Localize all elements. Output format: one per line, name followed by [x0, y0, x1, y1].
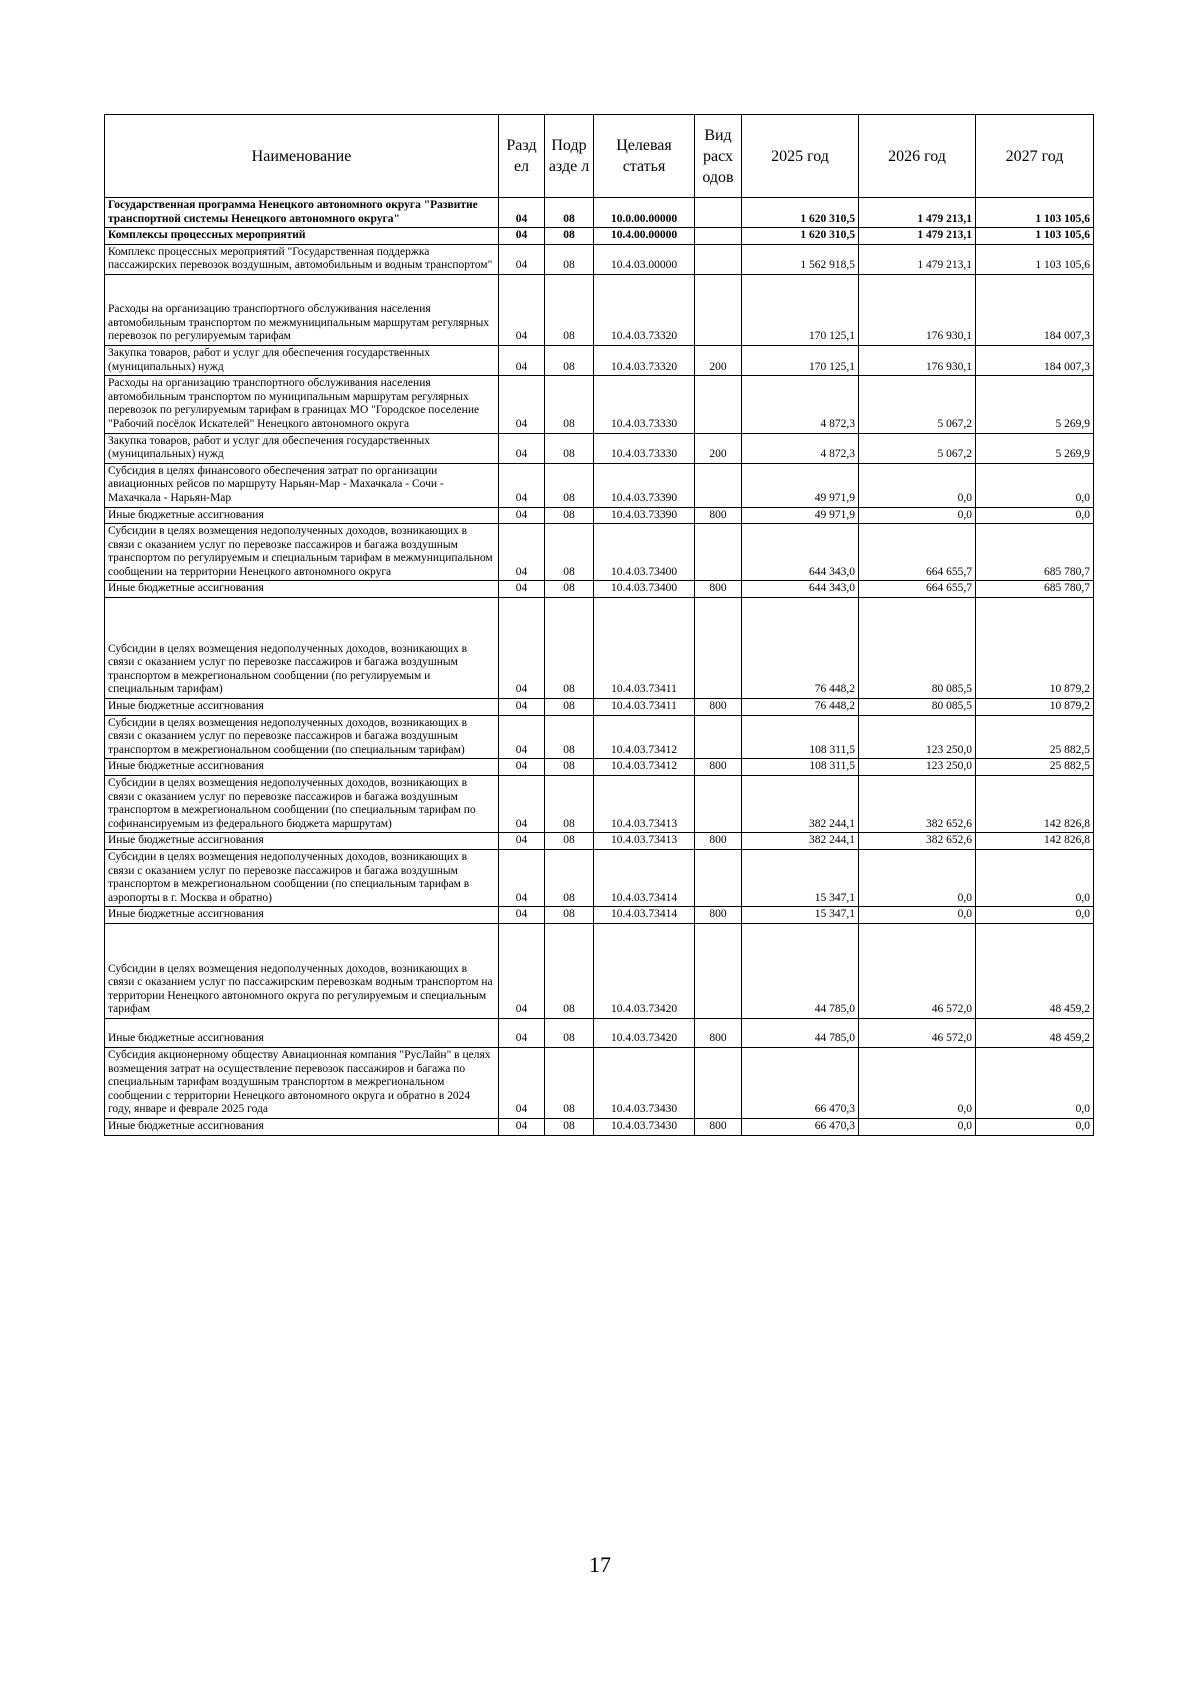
table-row [105, 274, 1094, 345]
table-row [105, 524, 1094, 581]
cell-expense-type: 800 [695, 581, 742, 598]
cell-2025: 15 347,1 [742, 907, 859, 924]
cell-podrazdel: 08 [545, 759, 594, 776]
cell-name: Иные бюджетные ассигнования [105, 759, 499, 776]
table-row [105, 759, 1094, 776]
table-row [105, 699, 1094, 716]
cell-2027: 142 826,8 [976, 833, 1094, 850]
cell-razdel: 04 [499, 759, 545, 776]
cell-razdel: 04 [499, 524, 545, 581]
cell-razdel: 04 [499, 715, 545, 759]
budget-table [104, 114, 1094, 1136]
cell-2025: 170 125,1 [742, 345, 859, 375]
cell-expense-type: 800 [695, 699, 742, 716]
cell-podrazdel: 08 [545, 715, 594, 759]
cell-name: Иные бюджетные ассигнования [105, 833, 499, 850]
cell-name: Иные бюджетные ассигнования [105, 699, 499, 716]
cell-razdel: 04 [499, 463, 545, 507]
cell-2027: 1 103 105,6 [976, 198, 1094, 228]
cell-2025: 4 872,3 [742, 433, 859, 463]
cell-2025: 66 470,3 [742, 1047, 859, 1118]
cell-2025: 1 620 310,5 [742, 198, 859, 228]
cell-name: Комплексы процессных мероприятий [105, 228, 499, 245]
header-expense-type: Вид расх одов [695, 115, 742, 198]
cell-2026: 0,0 [859, 907, 976, 924]
cell-podrazdel: 08 [545, 850, 594, 907]
cell-2025: 108 311,5 [742, 759, 859, 776]
cell-name: Субсидии в целях возмещения недополученных доходов, возникающих в связи с оказанием услуг по перевозке пассажиров и багажа воздушным транспортом в межрегиональном сообщении (по специальным тарифам в аэропорты в г. Москва и обратно) [105, 850, 499, 907]
cell-razdel: 04 [499, 833, 545, 850]
cell-name: Иные бюджетные ассигнования [105, 1118, 499, 1135]
cell-2025: 44 785,0 [742, 1018, 859, 1047]
cell-2027: 10 879,2 [976, 598, 1094, 699]
cell-razdel: 04 [499, 850, 545, 907]
cell-target-article: 10.4.03.73413 [594, 776, 695, 833]
cell-2025: 66 470,3 [742, 1118, 859, 1135]
cell-2027: 184 007,3 [976, 274, 1094, 345]
cell-razdel: 04 [499, 433, 545, 463]
cell-2025: 4 872,3 [742, 376, 859, 433]
cell-target-article: 10.4.00.00000 [594, 228, 695, 245]
cell-podrazdel: 08 [545, 244, 594, 274]
cell-expense-type [695, 463, 742, 507]
table-body [105, 198, 1094, 1136]
cell-2026: 0,0 [859, 463, 976, 507]
cell-name: Закупка товаров, работ и услуг для обеспечения государственных (муниципальных) нужд [105, 433, 499, 463]
cell-2027: 1 103 105,6 [976, 228, 1094, 245]
header-name: Наименование [105, 115, 499, 198]
cell-target-article: 10.4.03.73400 [594, 524, 695, 581]
cell-razdel: 04 [499, 1118, 545, 1135]
cell-razdel: 04 [499, 907, 545, 924]
cell-expense-type [695, 598, 742, 699]
cell-expense-type: 800 [695, 759, 742, 776]
cell-podrazdel: 08 [545, 1018, 594, 1047]
cell-name: Иные бюджетные ассигнования [105, 1018, 499, 1047]
cell-name: Субсидии в целях возмещения недополученных доходов, возникающих в связи с оказанием услуг по перевозке пассажиров и багажа воздушным транспортом в межрегиональном сообщении (по специальным тарифам по софинансируемым из федерального бюджета маршрутам) [105, 776, 499, 833]
cell-2026: 382 652,6 [859, 833, 976, 850]
cell-2026: 80 085,5 [859, 598, 976, 699]
cell-podrazdel: 08 [545, 433, 594, 463]
cell-target-article: 10.4.03.73411 [594, 598, 695, 699]
cell-name: Расходы на организацию транспортного обслуживания населения автомобильным транспортом по межмуниципальным маршрутам регулярных перевозок по регулируемым тарифам [105, 274, 499, 345]
header-podrazdel: Подр азде л [545, 115, 594, 198]
cell-name: Субсидии в целях возмещения недополученных доходов, возникающих в связи с оказанием услуг по перевозке пассажиров и багажа воздушным транспортом по регулируемым и специальным тарифам в межмуниципальном сообщении на территории Ненецкого автономного округа [105, 524, 499, 581]
cell-podrazdel: 08 [545, 598, 594, 699]
cell-2027: 142 826,8 [976, 776, 1094, 833]
cell-podrazdel: 08 [545, 699, 594, 716]
table-header-row [105, 115, 1094, 198]
cell-expense-type [695, 228, 742, 245]
cell-2025: 49 971,9 [742, 463, 859, 507]
cell-podrazdel: 08 [545, 1118, 594, 1135]
cell-expense-type: 800 [695, 907, 742, 924]
cell-expense-type [695, 1047, 742, 1118]
table-row [105, 244, 1094, 274]
cell-2026: 5 067,2 [859, 433, 976, 463]
table-row [105, 507, 1094, 524]
cell-expense-type [695, 274, 742, 345]
cell-2025: 644 343,0 [742, 524, 859, 581]
cell-2025: 15 347,1 [742, 850, 859, 907]
cell-2026: 0,0 [859, 850, 976, 907]
page-number: 17 [589, 1552, 611, 1577]
cell-target-article: 10.4.03.73320 [594, 345, 695, 375]
cell-razdel: 04 [499, 198, 545, 228]
cell-2026: 1 479 213,1 [859, 244, 976, 274]
cell-2027: 48 459,2 [976, 923, 1094, 1018]
cell-expense-type [695, 715, 742, 759]
cell-2025: 76 448,2 [742, 598, 859, 699]
cell-2026: 176 930,1 [859, 274, 976, 345]
cell-2026: 46 572,0 [859, 923, 976, 1018]
cell-2027: 25 882,5 [976, 715, 1094, 759]
cell-podrazdel: 08 [545, 1047, 594, 1118]
cell-2027: 25 882,5 [976, 759, 1094, 776]
cell-2027: 0,0 [976, 907, 1094, 924]
cell-razdel: 04 [499, 1018, 545, 1047]
cell-podrazdel: 08 [545, 198, 594, 228]
cell-name: Субсидия в целях финансового обеспечения затрат по организации авиационных рейсов по маршруту Нарьян-Мар - Махачкала - Сочи - Махачкала - Нарьян-Мар [105, 463, 499, 507]
cell-2025: 76 448,2 [742, 699, 859, 716]
cell-2025: 1 620 310,5 [742, 228, 859, 245]
cell-name: Расходы на организацию транспортного обслуживания населения автомобильным транспортом по муниципальным маршрутам регулярных перевозок по регулируемым тарифам в границах МО "Городское поселение "Рабочий посёлок Искателей" Ненецкого автономного округа [105, 376, 499, 433]
table-row [105, 228, 1094, 245]
cell-target-article: 10.4.03.73420 [594, 1018, 695, 1047]
header-razdel: Разд ел [499, 115, 545, 198]
cell-2027: 0,0 [976, 463, 1094, 507]
cell-2026: 0,0 [859, 1047, 976, 1118]
cell-expense-type [695, 524, 742, 581]
cell-podrazdel: 08 [545, 507, 594, 524]
cell-2026: 46 572,0 [859, 1018, 976, 1047]
budget-table-container [104, 114, 1093, 1136]
cell-expense-type: 800 [695, 1118, 742, 1135]
header-2027: 2027 год [976, 115, 1094, 198]
cell-2027: 685 780,7 [976, 581, 1094, 598]
cell-2026: 123 250,0 [859, 715, 976, 759]
cell-name: Субсидии в целях возмещения недополученных доходов, возникающих в связи с оказанием услуг по пассажирским перевозкам водным транспортом на территории Ненецкого автономного округа по регулируемым и специальным тарифам [105, 923, 499, 1018]
cell-2026: 1 479 213,1 [859, 228, 976, 245]
cell-2026: 664 655,7 [859, 581, 976, 598]
cell-razdel: 04 [499, 581, 545, 598]
cell-2026: 0,0 [859, 1118, 976, 1135]
cell-2027: 10 879,2 [976, 699, 1094, 716]
cell-target-article: 10.4.03.73330 [594, 433, 695, 463]
cell-target-article: 10.0.00.00000 [594, 198, 695, 228]
table-row [105, 1118, 1094, 1135]
cell-target-article: 10.4.03.73420 [594, 923, 695, 1018]
cell-razdel: 04 [499, 376, 545, 433]
cell-name: Комплекс процессных мероприятий "Государственная поддержка пассажирских перевозок воздушным, автомобильным и водным транспортом" [105, 244, 499, 274]
cell-target-article: 10.4.03.73430 [594, 1047, 695, 1118]
cell-target-article: 10.4.03.73412 [594, 715, 695, 759]
cell-podrazdel: 08 [545, 776, 594, 833]
cell-razdel: 04 [499, 923, 545, 1018]
cell-target-article: 10.4.03.73414 [594, 907, 695, 924]
cell-razdel: 04 [499, 1047, 545, 1118]
header-2025: 2025 год [742, 115, 859, 198]
cell-name: Субсидии в целях возмещения недополученных доходов, возникающих в связи с оказанием услуг по перевозке пассажиров и багажа воздушным транспортом в межрегиональном сообщении (по регулируемым и специальным тарифам) [105, 598, 499, 699]
table-row [105, 376, 1094, 433]
cell-2027: 0,0 [976, 1047, 1094, 1118]
cell-podrazdel: 08 [545, 907, 594, 924]
cell-razdel: 04 [499, 598, 545, 699]
cell-podrazdel: 08 [545, 524, 594, 581]
cell-2026: 382 652,6 [859, 776, 976, 833]
table-row [105, 433, 1094, 463]
cell-expense-type: 800 [695, 1018, 742, 1047]
table-row [105, 463, 1094, 507]
cell-target-article: 10.4.03.73320 [594, 274, 695, 345]
cell-razdel: 04 [499, 345, 545, 375]
cell-2025: 382 244,1 [742, 776, 859, 833]
cell-2025: 1 562 918,5 [742, 244, 859, 274]
cell-expense-type: 200 [695, 345, 742, 375]
cell-razdel: 04 [499, 776, 545, 833]
cell-target-article: 10.4.03.73390 [594, 507, 695, 524]
cell-expense-type: 800 [695, 507, 742, 524]
table-row [105, 776, 1094, 833]
cell-2027: 0,0 [976, 1118, 1094, 1135]
cell-expense-type: 200 [695, 433, 742, 463]
table-row [105, 581, 1094, 598]
header-2026: 2026 год [859, 115, 976, 198]
cell-2026: 0,0 [859, 507, 976, 524]
cell-2026: 176 930,1 [859, 345, 976, 375]
cell-2026: 664 655,7 [859, 524, 976, 581]
cell-2025: 382 244,1 [742, 833, 859, 850]
cell-2026: 1 479 213,1 [859, 198, 976, 228]
cell-2025: 44 785,0 [742, 923, 859, 1018]
cell-podrazdel: 08 [545, 228, 594, 245]
table-row [105, 850, 1094, 907]
table-row [105, 1047, 1094, 1118]
cell-expense-type [695, 850, 742, 907]
cell-target-article: 10.4.03.73430 [594, 1118, 695, 1135]
cell-podrazdel: 08 [545, 376, 594, 433]
cell-razdel: 04 [499, 274, 545, 345]
cell-razdel: 04 [499, 228, 545, 245]
cell-2027: 48 459,2 [976, 1018, 1094, 1047]
cell-podrazdel: 08 [545, 833, 594, 850]
cell-razdel: 04 [499, 699, 545, 716]
cell-expense-type [695, 376, 742, 433]
cell-name: Субсидии в целях возмещения недополученных доходов, возникающих в связи с оказанием услуг по перевозке пассажиров и багажа воздушным транспортом в межрегиональном сообщении (по специальным тарифам) [105, 715, 499, 759]
cell-expense-type [695, 198, 742, 228]
cell-podrazdel: 08 [545, 274, 594, 345]
cell-expense-type [695, 923, 742, 1018]
table-row [105, 345, 1094, 375]
cell-razdel: 04 [499, 244, 545, 274]
table-row [105, 907, 1094, 924]
header-target-article: Целевая статья [594, 115, 695, 198]
cell-2027: 5 269,9 [976, 376, 1094, 433]
cell-target-article: 10.4.03.73413 [594, 833, 695, 850]
cell-name: Государственная программа Ненецкого автономного округа "Развитие транспортной системы Ненецкого автономного округа" [105, 198, 499, 228]
cell-razdel: 04 [499, 507, 545, 524]
cell-target-article: 10.4.03.00000 [594, 244, 695, 274]
table-row [105, 923, 1094, 1018]
cell-target-article: 10.4.03.73412 [594, 759, 695, 776]
cell-2027: 184 007,3 [976, 345, 1094, 375]
cell-2025: 644 343,0 [742, 581, 859, 598]
cell-2025: 170 125,1 [742, 274, 859, 345]
cell-name: Иные бюджетные ассигнования [105, 907, 499, 924]
table-row [105, 198, 1094, 228]
cell-target-article: 10.4.03.73330 [594, 376, 695, 433]
cell-2026: 123 250,0 [859, 759, 976, 776]
table-row [105, 1018, 1094, 1047]
cell-name: Иные бюджетные ассигнования [105, 507, 499, 524]
table-row [105, 715, 1094, 759]
cell-target-article: 10.4.03.73411 [594, 699, 695, 716]
cell-2027: 5 269,9 [976, 433, 1094, 463]
cell-podrazdel: 08 [545, 345, 594, 375]
table-row [105, 833, 1094, 850]
cell-target-article: 10.4.03.73400 [594, 581, 695, 598]
cell-target-article: 10.4.03.73390 [594, 463, 695, 507]
cell-expense-type: 800 [695, 833, 742, 850]
cell-expense-type [695, 244, 742, 274]
cell-2027: 0,0 [976, 850, 1094, 907]
cell-podrazdel: 08 [545, 581, 594, 598]
table-row [105, 598, 1094, 699]
cell-expense-type [695, 776, 742, 833]
cell-name: Закупка товаров, работ и услуг для обеспечения государственных (муниципальных) нужд [105, 345, 499, 375]
cell-podrazdel: 08 [545, 923, 594, 1018]
cell-name: Иные бюджетные ассигнования [105, 581, 499, 598]
cell-2025: 49 971,9 [742, 507, 859, 524]
cell-name: Субсидия акционерному обществу Авиационная компания "РусЛайн" в целях возмещения затрат на осуществление перевозок пассажиров и багажа по специальным тарифам воздушным транспортом в межрегиональном сообщении с территории Ненецкого автономного округа и обратно в 2024 году, январе и феврале 2025 года [105, 1047, 499, 1118]
cell-2027: 685 780,7 [976, 524, 1094, 581]
cell-2026: 80 085,5 [859, 699, 976, 716]
cell-2026: 5 067,2 [859, 376, 976, 433]
cell-2027: 1 103 105,6 [976, 244, 1094, 274]
cell-2025: 108 311,5 [742, 715, 859, 759]
cell-podrazdel: 08 [545, 463, 594, 507]
cell-target-article: 10.4.03.73414 [594, 850, 695, 907]
cell-2027: 0,0 [976, 507, 1094, 524]
